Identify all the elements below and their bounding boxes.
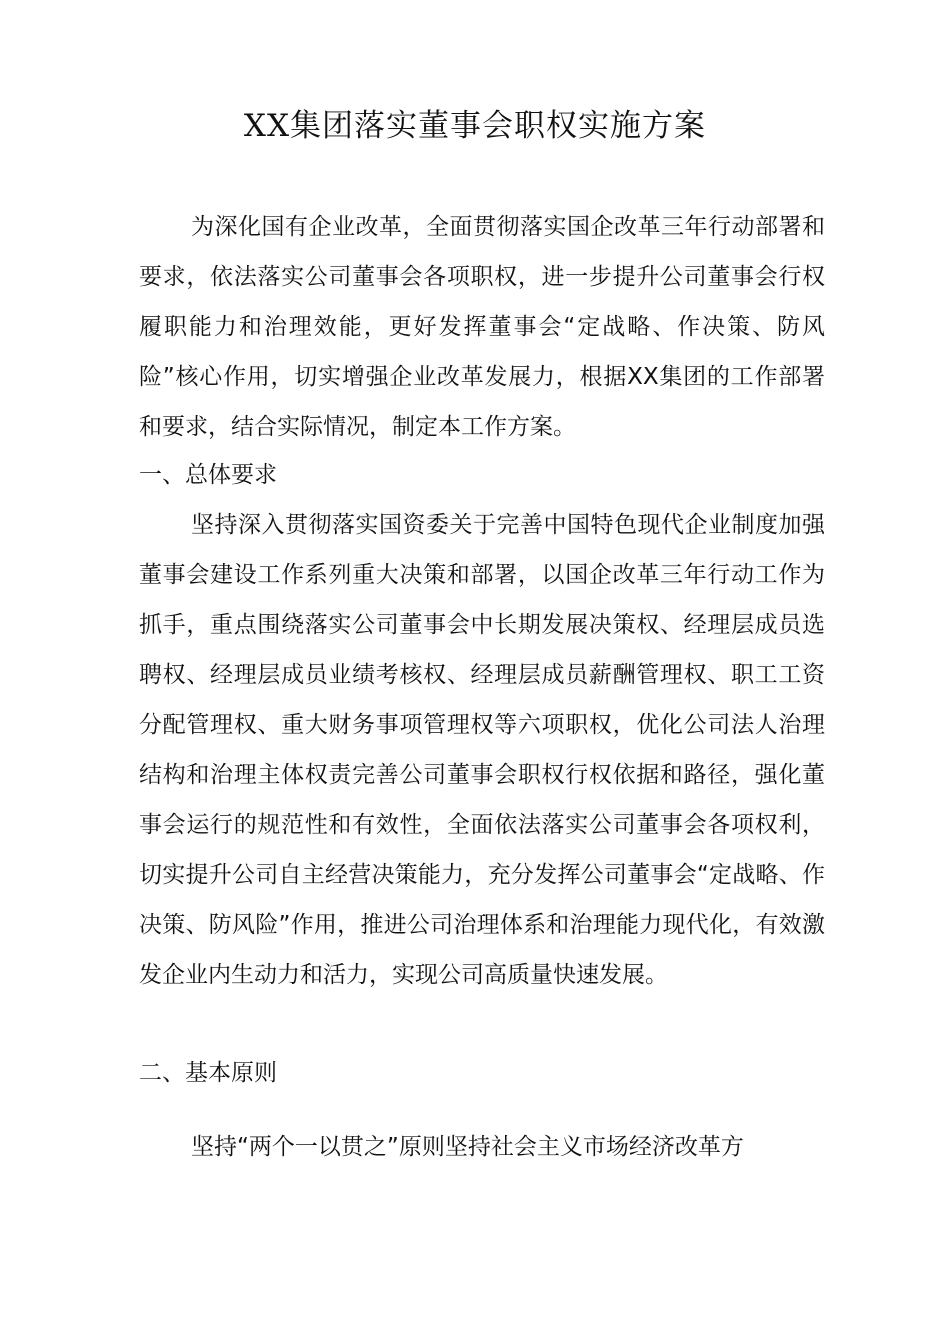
intro-paragraph: 为深化国有企业改革，全面贯彻落实国企改革三年行动部署和要求，依法落实公司董事会各项职权，进一步提升公司董事会行权履职能力和治理效能，更好发挥董事会“定战略、作决策、防风险”核心作用，切实增强企业改革发展力，根据XX集团的工作部署和要求，结合实际情况，制定本工作方案。 (139, 214, 825, 440)
basic-principles-paragraph: 坚持“两个一以贯之”原则坚持社会主义市场经济改革方 (191, 1134, 744, 1160)
overall-requirements-paragraph: 坚持深入贯彻落实国资委关于完善中国特色现代企业制度加强董事会建设工作系列重大决策和部署，以国企改革三年行动工作为抓手，重点围绕落实公司董事会中长期发展决策权、经理层成员选聘权、经理层成员业绩考核权、经理层成员薪酬管理权、职工工资分配管理权、重大财务事项管理权等六项职权，优化公司法人治理结构和治理主体权责完善公司董事会职权行权依据和路径，强化董事会运行的规范性和有效性，全面依法落实公司董事会各项权利，切实提升公司自主经营决策能力，充分发挥公司董事会“定战略、作决策、防风险”作用，推进公司治理体系和治理能力现代化，有效激发企业内生动力和活力，实现公司高质量快速发展。 (139, 512, 825, 988)
section-heading-overall-requirements: 一、总体要求 (139, 462, 277, 488)
document-title: XX集团落实董事会职权实施方案 (243, 108, 707, 144)
section-heading-basic-principles: 二、基本原则 (139, 1060, 277, 1086)
